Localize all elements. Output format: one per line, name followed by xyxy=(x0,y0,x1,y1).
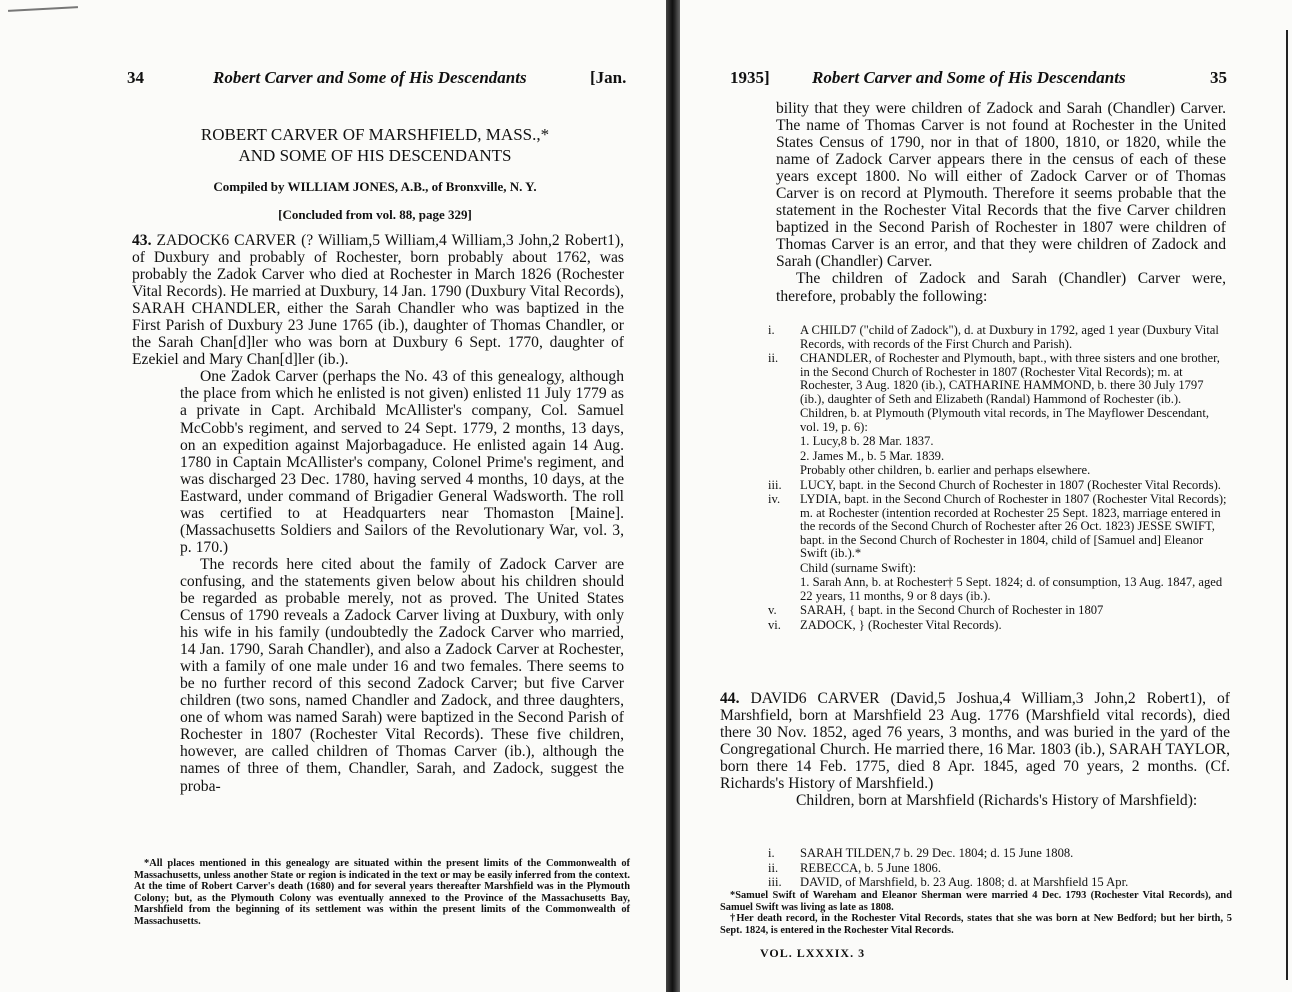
list-item-text: 1. Sarah Ann, b. at Rochester† 5 Sept. 1824; d. of consumption, 13 Aug. 1847, aged 22 years, 11 months, 9 or 8 days (ib.). xyxy=(800,575,1223,603)
article-title-line1: ROBERT CARVER OF MARSHFIELD, MASS.,* xyxy=(200,125,550,144)
list-item xyxy=(766,450,1228,464)
list-item-text: Child (surname Swift): xyxy=(800,560,917,575)
paragraph-enlistment: One Zadok Carver (perhaps the No. 43 of this genealogy, although the place from which he enlisted is not given) enlisted 11 July 1779 as a private in Capt. Archibald McAllister's company, Col. Samuel McCobb's regiment, and served to 24 Sept. 1779, 2 months, 13 days, on an expedition against Majorbagaduce. He enlisted again 14 Aug. 1780 in Captain McAllister's company, Colonel Prime's regiment, and was discharged 23 Dec. 1780, having served 4 months, 10 days, at the Eastward, under command of Brigadier General Wadsworth. The roll was certified to at Headquarters near Thomaston [Maine]. (Massachusetts Soldiers and Sailors of the Revolutionary War, vol. 3, p. 170.) xyxy=(180,368,624,556)
children-list-44 xyxy=(766,847,1228,891)
list-item-number: i. xyxy=(768,323,775,337)
paragraph-probability: bility that they were children of Zadock and Sarah (Chandler) Carver. The name of Thomas Carver is not found at Rochester in the United States Census of 1790, nor in that of 1800, 1810, or 1820, while the name of Zadock Carver appears there in the census of each of these years except 1800. No will either of Zadock Carver or of Thomas Carver is on record at Plymouth. Therefore it seems probable that the statement in the Rochester Vital Records that the five Carver children baptized in the Second Parish of Rochester in 1807 were children of Thomas Carver is an error, and that they were children of Zadock and Sarah (Chandler) Carver. xyxy=(776,100,1226,271)
entry-44-block xyxy=(720,690,1230,809)
list-item xyxy=(766,562,1228,576)
list-item-number: vi. xyxy=(768,617,781,632)
article-title-line2: AND SOME OF HIS DESCENDANTS xyxy=(238,146,512,165)
list-item-number: iv. xyxy=(768,492,781,506)
paragraph-children-intro: The children of Zadock and Sarah (Chandler) Carver were, therefore, probably the following: xyxy=(776,270,1226,305)
list-item xyxy=(766,876,1228,890)
list-item xyxy=(766,407,1228,434)
footnote-left: *All places mentioned in this genealogy are situated within the present limits of the Commonwealth of Massachusetts, unless another State or region is indicated in the text or may be easily inferred from the context. At the time of Robert Carver's death (1680) and for several years thereafter Marshfield was in the Plymouth Colony; but, as the Plymouth Colony was eventually annexed to the Province of the Massachusetts Bay, Marshfield from the beginning of its settlement was within the present limits of the Commonwealth of Massachusetts. xyxy=(134,858,630,927)
list-item-text: DAVID, of Marshfield, b. 23 Aug. 1808; d. at Marshfield 15 Apr. xyxy=(800,875,1129,889)
running-title-right: Robert Carver and Some of His Descendants xyxy=(812,68,1126,87)
right-body xyxy=(776,100,1226,305)
entry-44-number: 44. xyxy=(720,690,740,707)
entry-44-text: (David,5 Joshua,4 William,3 John,2 Robert1), of Marshfield, born at Marshfield 23 Aug. 1776 (Marshfield vital records), died there 30 Nov. 1852, aged 76 years, 3 months, and was buried in the yard of the Congregational Church. He married there, 16 Mar. 1803 (ib.), SARAH TAYLOR, born there 14 Feb. 1775, died 8 Apr. 1845, aged 70 years, 2 months. (Cf. Richards's History of Marshfield.) xyxy=(720,690,1230,793)
concluded-from: [Concluded from vol. 88, page 329] xyxy=(278,207,472,222)
list-item xyxy=(766,576,1228,603)
list-item-number: ii. xyxy=(768,860,779,875)
list-item-text: 1. Lucy,8 b. 28 Mar. 1837. xyxy=(800,434,934,448)
footnote-death-record: †Her death record, in the Rochester Vital Records, states that she was born at New Bedford; but her birth, 5 Sept. 1824, is entered in the Rochester Vital Records. xyxy=(720,913,1232,936)
list-item-number: iii. xyxy=(768,477,782,492)
right-page xyxy=(680,0,1292,992)
left-body xyxy=(132,232,624,795)
children-list-43 xyxy=(766,324,1228,633)
page-number-left: 34 xyxy=(127,68,144,87)
list-item xyxy=(766,493,1228,561)
list-item xyxy=(766,464,1228,478)
list-item xyxy=(766,352,1228,406)
entry-44-children-intro: Children, born at Marshfield (Richards's History of Marshfield): xyxy=(796,792,1198,810)
list-item-text: LYDIA, bapt. in the Second Church of Rochester in 1807 (Rochester Vital Records); m. at Rochester (intention recorded at Rochester 25 Sept. 1823, marriage entered in the records of the Second Church of Rochester after 26 Oct. 1823) JESSE SWIFT, bapt. in the Second Church of Rochester in 1804, child of [Samuel and] Eleanor Swift (ib.).* xyxy=(800,492,1227,560)
page-edge xyxy=(1286,30,1288,980)
entry-43 xyxy=(132,232,624,368)
footnote-swift: *Samuel Swift of Wareham and Eleanor Sherman were married 4 Dec. 1793 (Rochester Vital Records), and Samuel Swift was living as late as 1808. xyxy=(720,890,1232,913)
list-item-text: SARAH, { bapt. in the Second Church of Rochester in 1807 xyxy=(800,603,1104,617)
list-item xyxy=(766,604,1228,618)
entry-44-head: DAVID6 CARVER xyxy=(750,690,880,707)
running-date-left: [Jan. xyxy=(590,68,627,87)
page-number-right: 35 xyxy=(1210,68,1227,87)
list-item xyxy=(766,479,1228,493)
list-item xyxy=(766,435,1228,449)
list-item-number: ii. xyxy=(768,351,779,365)
list-item-text: 2. James M., b. 5 Mar. 1839. xyxy=(800,448,945,463)
paragraph-records: The records here cited about the family of Zadock Carver are confusing, and the statements given below about his children should be regarded as probable merely, not as proved. The United States Census of 1790 reveals a Zadock Carver living at Duxbury, with only his wife in his family (undoubtedly the Zadock Carver who married, 14 Jan. 1790, Sarah Chandler), and also a Zadock Carver at Rochester, with a family of one male under 16 and two females. There seems to be no further record of this second Zadock Carver; but five Carver children (two sons, named Chandler and Zadock, and three daughters, one of whom was named Sarah) were baptized in the Second Parish of Rochester in 1807 (Rochester Vital Records). These five children, however, are called children of Thomas Carver (ib.), although the names of three of them, Chandler, Sarah, and Zadock, suggest the proba- xyxy=(180,555,624,795)
running-date-right: 1935] xyxy=(730,68,770,87)
list-item-number: i. xyxy=(768,846,775,860)
list-item-text: ZADOCK, } (Rochester Vital Records). xyxy=(800,617,1002,632)
article-title xyxy=(140,124,610,166)
list-item-text: Probably other children, b. earlier and perhaps elsewhere. xyxy=(800,463,1091,477)
footnotes-right xyxy=(720,890,1232,936)
book-gutter xyxy=(666,0,680,992)
entry-43-head: ZADOCK6 CARVER xyxy=(156,232,297,249)
entry-44 xyxy=(720,690,1230,792)
list-item-number: v. xyxy=(768,603,777,617)
list-item xyxy=(766,619,1228,633)
scan-mark xyxy=(8,6,78,12)
list-item-text: REBECCA, b. 5 June 1806. xyxy=(800,860,941,875)
list-item xyxy=(766,324,1228,351)
list-item xyxy=(766,847,1228,861)
list-item-text: CHANDLER, of Rochester and Plymouth, bapt., with three sisters and one brother, in the Second Church of Rochester in 1807 (Rochester Vital Records); m. at Rochester, 3 Aug. 1820 (ib.), CATHARINE HAMMOND, b. there 30 July 1797 (ib.), daughter of Seth and Elizabeth (Randal) Hammond of Rochester (ib.). xyxy=(800,351,1220,406)
entry-43-text: (? William,5 William,4 William,3 John,2 Robert1), of Duxbury and probably of Rochester, born probably about 1762, was probably the Zadok Carver who died at Rochester in March 1826 (Rochester Vital Records). He married at Duxbury, 14 Jan. 1790 (Duxbury Vital Records), SARAH CHANDLER, either the Sarah Chandler who was baptized in the First Parish of Duxbury 23 June 1765 (ib.), daughter of Thomas Chandler, or the Sarah Chan[d]ler who was born at Duxbury 6 Sept. 1770, daughter of Ezekiel and Mary Chan[d]ler (ib.). xyxy=(132,232,624,369)
compiled-by: Compiled by WILLIAM JONES, A.B., of Bronxville, N. Y. xyxy=(213,179,537,194)
list-item-text: A CHILD7 ("child of Zadock"), d. at Duxbury in 1792, aged 1 year (Duxbury Vital Records, with records of the First Church and Parish). xyxy=(800,323,1219,351)
list-item-text: LUCY, bapt. in the Second Church of Rochester in 1807 (Rochester Vital Records). xyxy=(800,477,1221,492)
list-item xyxy=(766,862,1228,876)
running-title-left: Robert Carver and Some of His Descendants xyxy=(213,68,527,87)
list-item-text: Children, b. at Plymouth (Plymouth vital records, in The Mayflower Descendant, vol. 19, p. 6): xyxy=(800,406,1209,434)
volume-signature: VOL. LXXXIX. 3 xyxy=(760,946,866,960)
entry-43-number: 43. xyxy=(132,232,152,249)
list-item-text: SARAH TILDEN,7 b. 29 Dec. 1804; d. 15 June 1808. xyxy=(800,846,1074,860)
list-item-number: iii. xyxy=(768,875,782,889)
